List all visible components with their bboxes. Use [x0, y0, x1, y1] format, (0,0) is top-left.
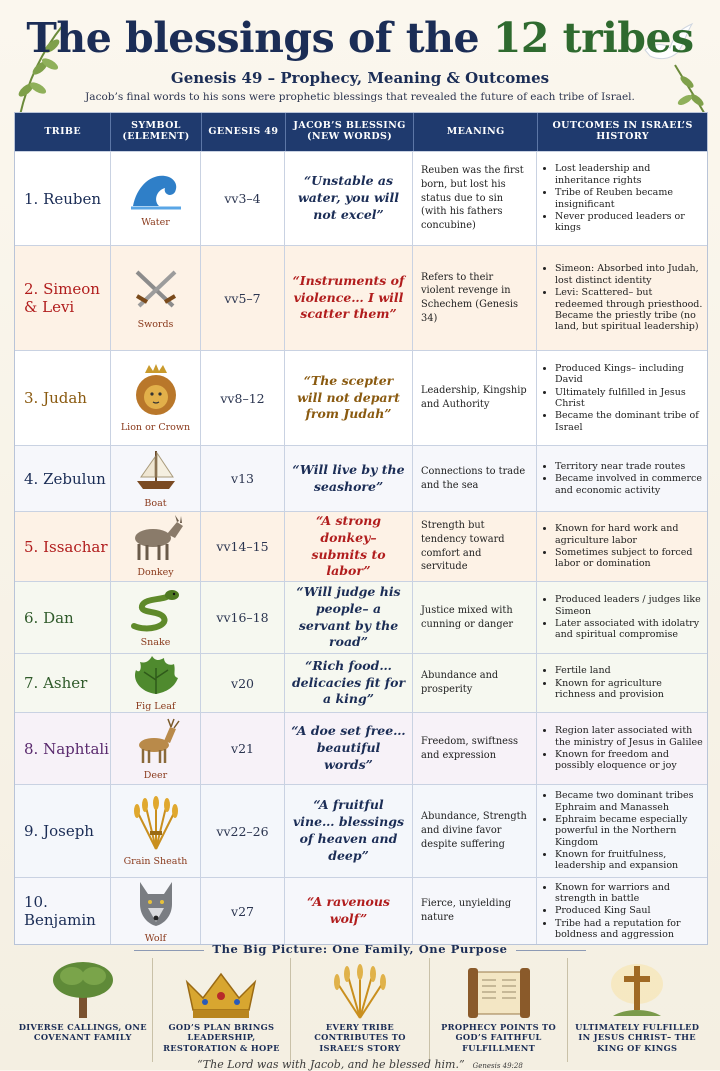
outcome-item: • Simeon: Absorbed into Judah, lost distinct identity	[555, 263, 703, 286]
symbol-label: Deer	[143, 770, 168, 782]
meaning-text: Strength but tendency toward comfort and servitude	[413, 512, 537, 581]
genesis-verses: v21	[201, 713, 285, 784]
outcome-item: • Sometimes subject to forced labor or domination	[555, 547, 703, 570]
big-picture-label: PROPHECY POINTS TO GOD’S FAITHFUL FULFILLMENT	[441, 1022, 557, 1053]
outcome-item: • Ultimately fulfilled in Jesus Christ	[555, 387, 703, 410]
big-picture-items	[14, 958, 706, 1062]
outcomes-list	[537, 446, 707, 511]
outcome-item: • Tribe of Reuben became insignificant	[555, 187, 703, 210]
tribe-name: 7. Asher	[15, 654, 111, 712]
tribe-name: 1. Reuben	[15, 152, 111, 245]
lion-icon	[131, 363, 181, 421]
outcome-item: • Fertile land	[555, 665, 703, 676]
outcome-item: • Region later associated with the ministry of Jesus in Galilee	[555, 725, 703, 748]
outcomes-list	[537, 351, 707, 445]
table-row	[15, 245, 707, 350]
outcome-item: • Became two dominant tribes Ephraim and Manasseh	[555, 790, 703, 813]
symbol-cell	[111, 654, 201, 712]
outcomes-list	[537, 785, 707, 877]
grain-sheaf-icon	[128, 795, 184, 855]
symbol-cell	[111, 785, 201, 877]
blessing-quote: “Rich food… delicacies fit for a king”	[285, 654, 413, 712]
outcomes-list	[537, 878, 707, 944]
outcomes-list	[537, 713, 707, 784]
symbol-label: Donkey	[137, 567, 174, 579]
symbol-cell	[111, 582, 201, 653]
table-header	[15, 113, 707, 151]
big-picture-item	[153, 958, 292, 1062]
tribe-name: 3. Judah	[15, 351, 111, 445]
symbol-cell	[111, 246, 201, 350]
outcomes-list	[537, 246, 707, 350]
meaning-text: Abundance and prosperity	[413, 654, 537, 712]
big-picture-item	[430, 958, 569, 1062]
outcomes-list	[537, 582, 707, 653]
col-header-genesis: GENESIS 49	[202, 113, 286, 151]
table-row	[15, 712, 707, 784]
table-row	[15, 784, 707, 877]
genesis-verses: vv22–26	[201, 785, 285, 877]
outcome-item: • Known for hard work and agriculture labor	[555, 523, 703, 546]
outcome-item: • Known for agriculture richness and provision	[555, 678, 703, 701]
tribe-name: 2. Simeon & Levi	[15, 246, 111, 350]
symbol-label: Boat	[144, 498, 167, 510]
tribes-table	[14, 112, 708, 945]
symbol-cell	[111, 713, 201, 784]
tribe-name: 9. Joseph	[15, 785, 111, 877]
footer-quote: “The Lord was with Jacob, and he blessed him.” Genesis 49:28	[197, 1058, 523, 1071]
meaning-text: Reuben was the first born, but lost his status due to sin (with his fathers concubine)	[413, 152, 537, 245]
col-header-blessing: JACOB’S BLESSING (NEW WORDS)	[286, 113, 414, 151]
big-picture-item	[14, 958, 153, 1062]
symbol-cell	[111, 878, 201, 944]
scroll-icon	[462, 958, 536, 1020]
outcomes-list	[537, 152, 707, 245]
genesis-verses: vv14–15	[201, 512, 285, 581]
genesis-verses: vv5–7	[201, 246, 285, 350]
col-header-symbol: SYMBOL (ELEMENT)	[111, 113, 201, 151]
table-row	[15, 877, 707, 944]
meaning-text: Freedom, swiftness and expression	[413, 713, 537, 784]
outcomes-list	[537, 512, 707, 581]
meaning-text: Leadership, Kingship and Authority	[413, 351, 537, 445]
blessing-quote: “Instruments of violence… I will scatter them”	[285, 246, 413, 350]
outcomes-list	[537, 654, 707, 712]
col-header-outcomes: OUTCOMES IN ISRAEL’S HISTORY	[552, 120, 693, 142]
meaning-text: Refers to their violent revenge in Schechem (Genesis 34)	[413, 246, 537, 350]
table-body	[15, 151, 707, 944]
symbol-cell	[111, 512, 201, 581]
deer-icon	[130, 715, 182, 769]
symbol-label: Wolf	[144, 932, 167, 944]
symbol-cell	[111, 446, 201, 511]
cross-icon	[607, 958, 667, 1020]
meaning-text: Abundance, Strength and divine favor despite suffering	[413, 785, 537, 877]
meaning-text: Justice mixed with cunning or danger	[413, 582, 537, 653]
snake-icon	[128, 586, 184, 636]
donkey-icon	[125, 514, 187, 566]
outcome-item: • Became the dominant tribe of Israel	[555, 410, 703, 433]
outcome-item: • Known for freedom and possibly eloquence or joy	[555, 749, 703, 772]
genesis-verses: vv16–18	[201, 582, 285, 653]
tree-icon	[48, 958, 118, 1020]
blessing-quote: “Will judge his people– a servant by the road”	[285, 582, 413, 653]
swords-icon	[129, 266, 183, 318]
genesis-verses: vv3–4	[201, 152, 285, 245]
wolf-icon	[132, 878, 180, 932]
table-row	[15, 151, 707, 245]
page-subtitle: Genesis 49 – Prophecy, Meaning & Outcomes	[170, 69, 550, 87]
genesis-verses: v20	[201, 654, 285, 712]
meaning-text: Fierce, unyielding nature	[413, 878, 537, 944]
outcome-item: • Levi: Scattered– but redeemed through priesthood. Became the priestly tribe (no land, but spiritual leadership)	[555, 287, 703, 333]
symbol-label: Snake	[140, 637, 171, 649]
tribe-name: 4. Zebulun	[15, 446, 111, 511]
symbol-cell	[111, 351, 201, 445]
table-row	[15, 511, 707, 581]
genesis-verses: v27	[201, 878, 285, 944]
big-picture-title: The Big Picture: One Family, One Purpose	[0, 942, 720, 956]
symbol-label: Fig Leaf	[135, 700, 176, 712]
big-picture-label: GOD’S PLAN BRINGS LEADERSHIP, RESTORATION & HOPE	[163, 1022, 280, 1053]
blessing-quote: “The scepter will not depart from Judah”	[285, 351, 413, 445]
big-picture-item	[291, 958, 430, 1062]
outcome-item: • Lost leadership and inheritance rights	[555, 163, 703, 186]
boat-icon	[131, 447, 181, 497]
tribe-name: 8. Naphtali	[15, 713, 111, 784]
outcome-item: • Never produced leaders or kings	[555, 211, 703, 234]
symbol-cell	[111, 152, 201, 245]
crown-icon	[181, 958, 261, 1020]
big-picture-label: ULTIMATELY FULFILLED IN JESUS CHRIST– THE KING OF KINGS	[575, 1022, 700, 1053]
table-row	[15, 445, 707, 511]
blessing-quote: “A strong donkey– submits to labor”	[285, 512, 413, 581]
blessing-quote: “A doe set free… beautiful words”	[285, 713, 413, 784]
tribe-name: 6. Dan	[15, 582, 111, 653]
outcome-item: • Produced leaders / judges like Simeon	[555, 594, 703, 617]
outcome-item: • Territory near trade routes	[555, 461, 703, 472]
outcome-item: • Later associated with idolatry and spiritual compromise	[555, 618, 703, 641]
outcome-item: • Ephraim became especially powerful in the Northern Kingdom	[555, 814, 703, 848]
tribe-name: 10. Benjamin	[15, 878, 111, 944]
tribe-name: 5. Issachar	[15, 512, 111, 581]
outcome-item: • Became involved in commerce and economic activity	[555, 473, 703, 496]
meaning-text: Connections to trade and the sea	[413, 446, 537, 511]
table-row	[15, 350, 707, 445]
table-row	[15, 653, 707, 712]
genesis-verses: v13	[201, 446, 285, 511]
intro-text: Jacob’s final words to his sons were prophetic blessings that revealed the future of each tribe of Israel.	[85, 91, 635, 103]
blessing-quote: “Will live by the seashore”	[285, 446, 413, 511]
symbol-label: Lion or Crown	[120, 421, 191, 433]
big-picture-label: EVERY TRIBE CONTRIBUTES TO ISRAEL’S STORY	[314, 1022, 406, 1053]
blessing-quote: “A fruitful vine… blessings of heaven and deep”	[285, 785, 413, 877]
page-title: The blessings of the 12 tribes	[26, 14, 694, 62]
col-header-tribe: TRIBE	[15, 113, 111, 151]
genesis-verses: vv8–12	[201, 351, 285, 445]
fig-leaf-icon	[130, 654, 182, 700]
outcome-item: • Produced King Saul	[555, 905, 703, 916]
outcome-item: • Produced Kings– including David	[555, 363, 703, 386]
blessing-quote: “A ravenous wolf”	[285, 878, 413, 944]
col-header-meaning: MEANING	[414, 113, 538, 151]
symbol-label: Swords	[137, 318, 174, 330]
blessing-quote: “Unstable as water, you will not excel”	[285, 152, 413, 245]
outcome-item: • Tribe had a reputation for boldness and aggression	[555, 918, 703, 941]
outcome-item: • Known for fruitfulness, leadership and expansion	[555, 849, 703, 872]
symbol-label: Grain Sheath	[123, 855, 188, 867]
wave-icon	[129, 168, 183, 216]
wheat-icon	[328, 958, 392, 1020]
symbol-label: Water	[141, 217, 170, 229]
big-picture-label: DIVERSE CALLINGS, ONE COVENANT FAMILY	[18, 1022, 147, 1043]
outcome-item: • Known for warriors and strength in battle	[555, 882, 703, 905]
big-picture-item	[568, 958, 706, 1062]
table-row	[15, 581, 707, 653]
